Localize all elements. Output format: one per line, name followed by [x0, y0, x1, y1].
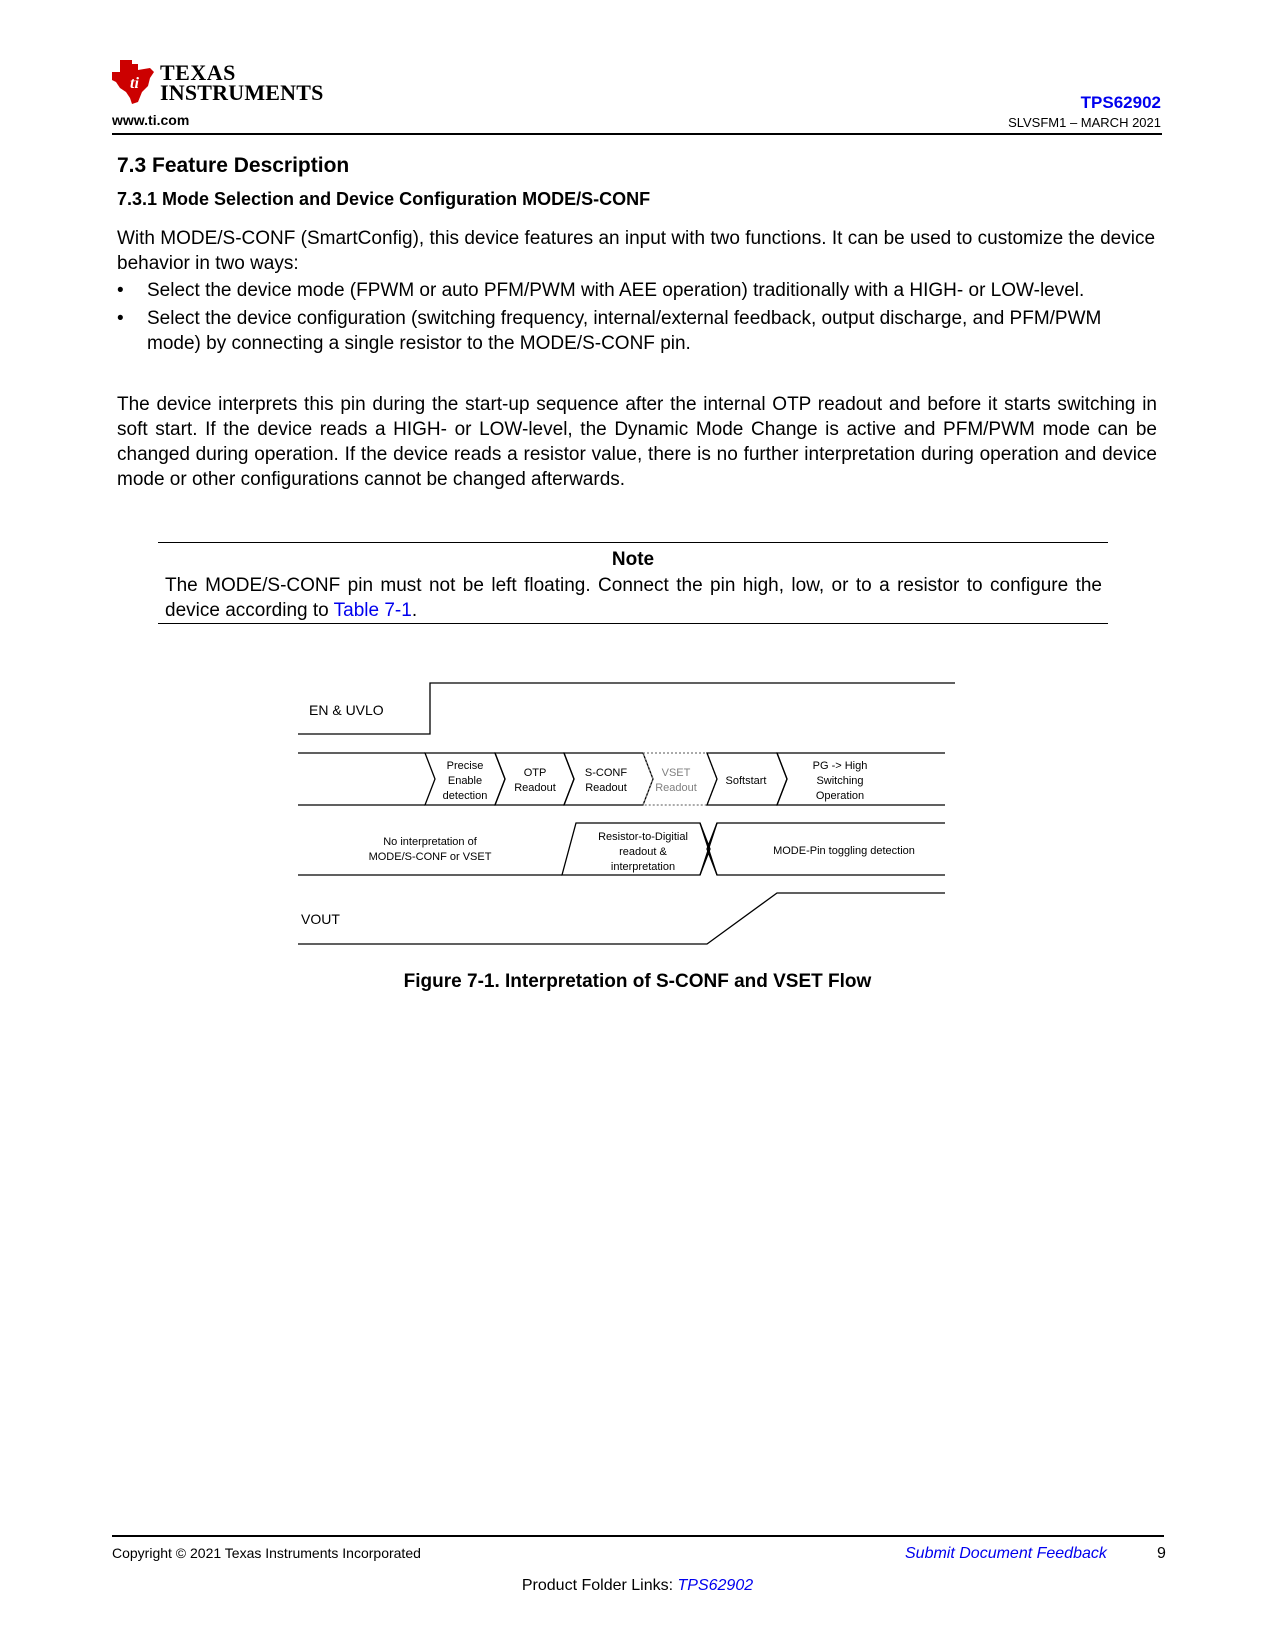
svg-text:ti: ti	[130, 75, 139, 92]
product-folder-links	[0, 1577, 1275, 1595]
submit-feedback-link[interactable]: Submit Document Feedback	[905, 1545, 1107, 1562]
interp-resistor-line-2: readout &	[619, 846, 667, 858]
interp-none-segment	[298, 823, 576, 875]
vset-line-2: Readout	[655, 782, 697, 794]
note-body	[165, 573, 1102, 623]
precise-line-1: Precise	[446, 760, 484, 772]
part-number-link[interactable]: TPS62902	[1080, 93, 1161, 112]
bullet-text: Select the device configuration (switching frequency, internal/external feedback, output discharge, and PFM/PWM mode) by connecting a single resistor to the MODE/S-CONF pin.	[147, 308, 1102, 354]
table-7-1-link[interactable]: Table 7-1	[333, 600, 412, 621]
note-text-end: .	[411, 600, 418, 621]
interp-none-line-1: No interpretation of	[383, 836, 477, 848]
interp-resistor-line-1: Resistor-to-Digitial	[598, 831, 688, 843]
state-otp-readout	[495, 753, 574, 805]
state-precise-enable	[425, 753, 505, 805]
website-link[interactable]: www.ti.com	[112, 112, 190, 128]
otp-line-1: OTP	[523, 767, 547, 779]
header-divider	[112, 133, 1162, 135]
interp-toggle-label: MODE-Pin toggling detection	[773, 845, 915, 857]
page-number: 9	[1157, 1545, 1166, 1562]
precise-line-2: Enable	[447, 775, 483, 787]
sconf-line-1: S-CONF	[584, 767, 628, 779]
interp-cross-2	[700, 823, 717, 875]
document-id: SLVSFM1 – MARCH 2021	[1008, 115, 1161, 130]
intro-paragraph: With MODE/S-CONF (SmartConfig), this device features an input with two functions. It can be used to customize the device behavior in two ways:	[117, 228, 1156, 274]
interp-resistor-segment	[562, 823, 710, 875]
otp-line-2: Readout	[514, 782, 556, 794]
interp-none-line-2: MODE/S-CONF or VSET	[368, 851, 492, 863]
copyright: Copyright © 2021 Texas Instruments Incorporated	[112, 1545, 421, 1561]
note-title: Note	[611, 549, 655, 570]
subsection-heading: 7.3.1 Mode Selection and Device Configuration MODE/S-CONF	[117, 189, 651, 209]
state-softstart	[707, 753, 787, 805]
state-vset-readout	[643, 753, 717, 805]
state-pg-high	[777, 753, 945, 805]
vout-label: VOUT	[301, 911, 340, 927]
note-top-rule	[158, 542, 1108, 543]
note-bottom-rule	[158, 623, 1108, 624]
precise-line-3: detection	[442, 790, 488, 802]
bullet-text: Select the device mode (FPWM or auto PFM/PWM with AEE operation) traditionally with a HIGH- or LOW-level.	[147, 280, 1085, 301]
bullet-list	[117, 278, 1157, 359]
figure-caption: Figure 7-1. Interpretation of S-CONF and VSET Flow	[403, 971, 872, 992]
interp-cross-1	[700, 823, 717, 875]
list-item	[117, 278, 1157, 303]
pg-line-2: Switching	[816, 775, 864, 787]
brand-line-1: TEXAS	[160, 60, 236, 85]
description-paragraph: The device interprets this pin during the start-up sequence after the internal OTP readout and before it starts switching in soft start. If the device reads a HIGH- or LOW-level, the Dynamic Mode Change is active and PFM/PWM mode can be changed during operation. If the device reads a resistor value, there is no further interpretation during operation and device mode or other configurations cannot be changed afterwards.	[117, 394, 1157, 490]
pg-line-3: Operation	[815, 790, 865, 802]
texas-state-logo-icon	[110, 58, 158, 106]
ti-logo	[110, 58, 324, 110]
section-heading: 7.3 Feature Description	[117, 154, 350, 177]
sconf-line-2: Readout	[585, 782, 627, 794]
interp-toggle-segment	[707, 823, 945, 875]
en-uvlo-label: EN & UVLO	[309, 702, 384, 718]
list-item	[117, 306, 1157, 356]
vset-line-1: VSET	[661, 767, 691, 779]
bullet-marker: •	[117, 280, 124, 301]
brand-name	[160, 60, 324, 105]
bullet-marker: •	[117, 308, 124, 329]
softstart-label: Softstart	[725, 775, 767, 787]
pg-line-1: PG -> High	[812, 760, 868, 772]
brand-line-2: INSTRUMENTS	[160, 80, 324, 105]
vout-waveform	[298, 893, 945, 944]
footer-divider	[112, 1535, 1164, 1537]
note-text: The MODE/S-CONF pin must not be left floating. Connect the pin high, low, or to a resistor to configure the device according to	[165, 575, 1102, 621]
interp-resistor-line-3: interpretation	[610, 861, 676, 873]
en-uvlo-waveform	[298, 683, 955, 734]
state-sconf-readout	[564, 753, 653, 805]
folder-label: Product Folder Links:	[521, 1577, 678, 1594]
product-folder-link[interactable]: TPS62902	[677, 1577, 754, 1594]
